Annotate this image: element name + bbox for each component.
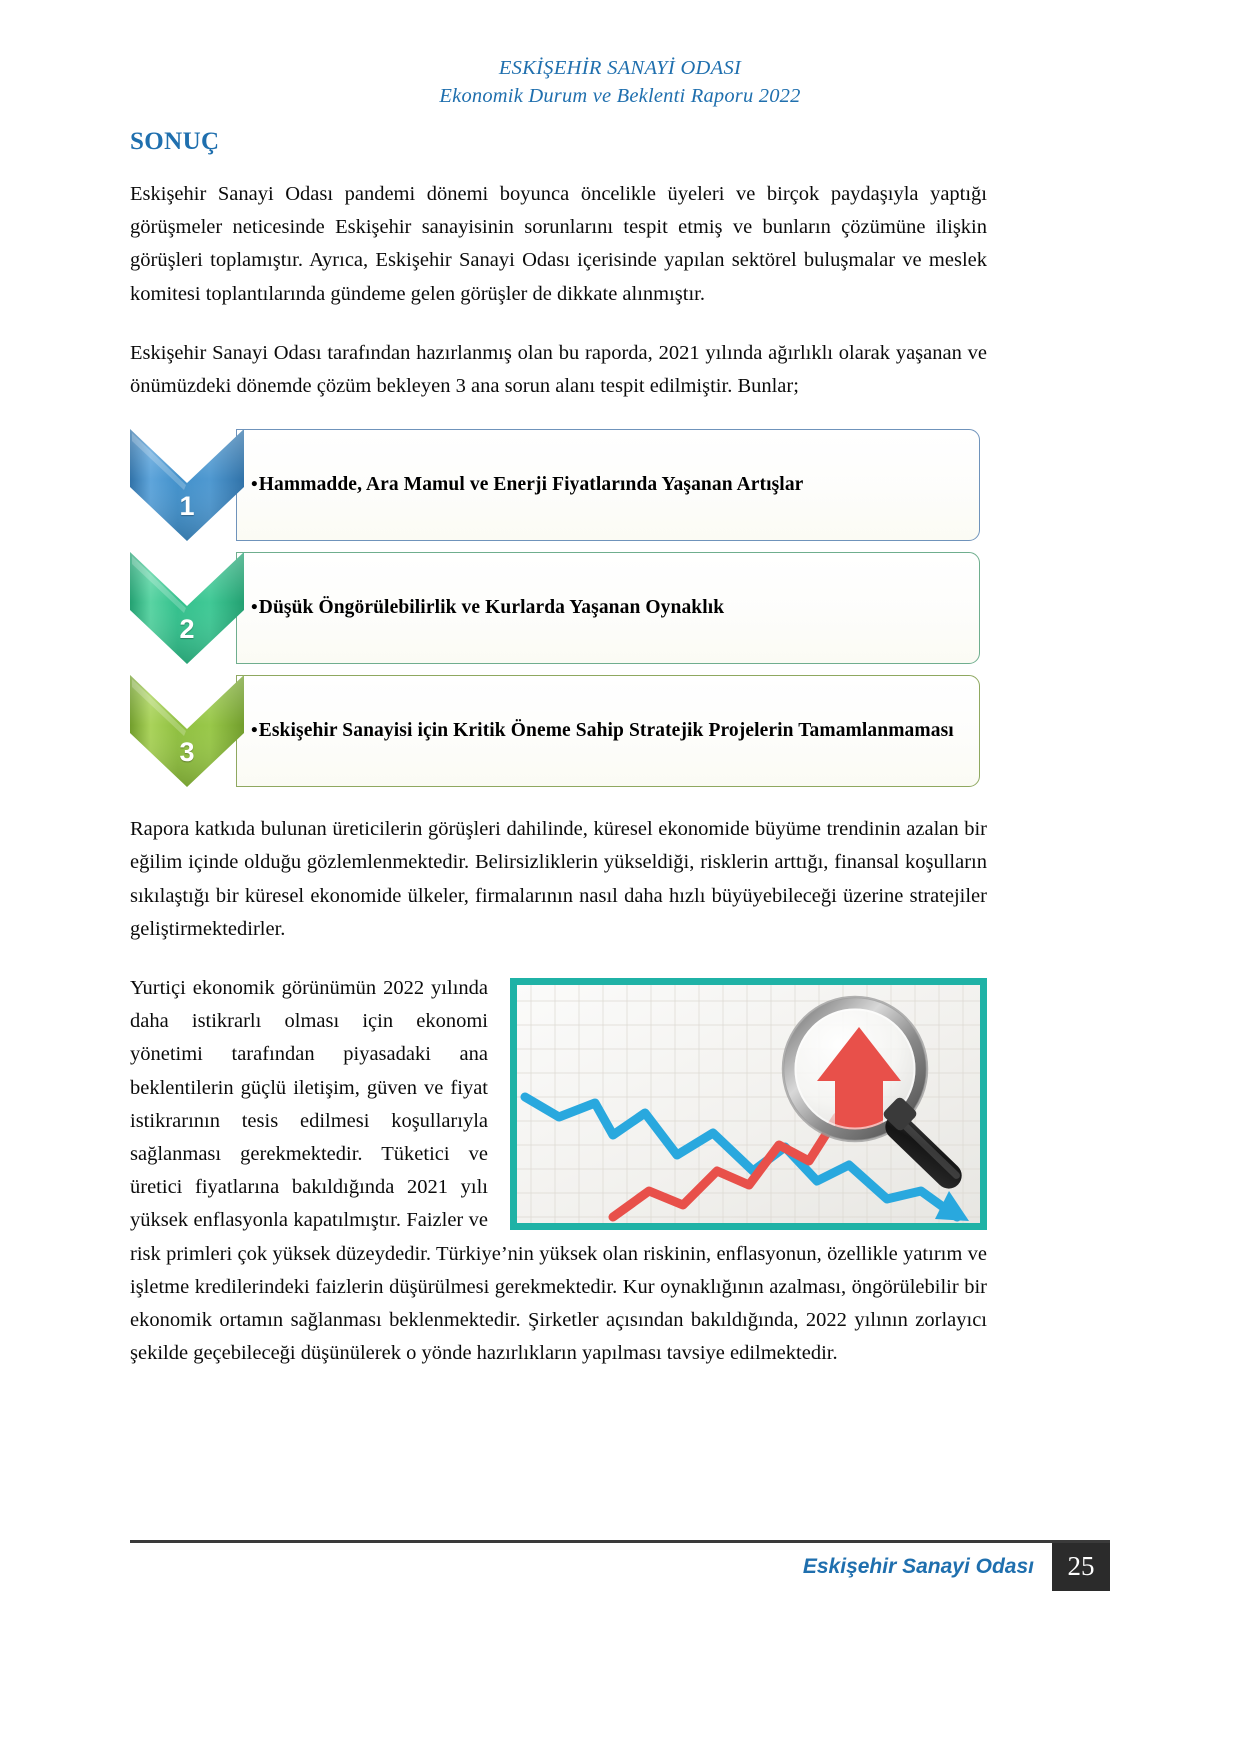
chevron-text-box-3	[236, 675, 980, 787]
page-title: SONUÇ	[130, 128, 220, 155]
header-report-title: Ekonomik Durum ve Beklenti Raporu 2022	[439, 84, 801, 107]
economy-growth-magnifier-illustration	[517, 985, 980, 1223]
page-content	[130, 128, 987, 1370]
chevron-shape-2	[130, 552, 244, 664]
paragraph-3: Rapora katkıda bulunan üreticilerin görüşleri dahilinde, küresel ekonomide büyüme trendinin azalan bir eğilim içinde olduğu gözlemlenmektedir. Belirsizliklerin yükseldiği, risklerin arttığı, finansal koşulların sıkılaştığı bir küresel ekonomide ülkeler, firmalarının nasıl daha hızlı büyüyebileceği üzerine stratejiler geliştirmektedirler.	[130, 818, 987, 940]
header-organization: ESKİŞEHİR SANAYİ ODASI	[498, 57, 742, 79]
chevron-row-1	[130, 429, 980, 541]
chevron-diagram	[130, 429, 980, 787]
footer-organization-label: Eskişehir Sanayi Odası	[802, 1554, 1034, 1578]
chevron-down-icon	[130, 675, 244, 787]
chevron-item-text-3: Eskişehir Sanayisi için Kritik Öneme Sahip Stratejik Projelerin Tamamlanmaması	[258, 720, 954, 742]
footer-content	[803, 1543, 1110, 1591]
chevron-text-box-2	[236, 552, 980, 664]
bullet-icon: •	[251, 474, 258, 496]
economy-chart-figure	[510, 978, 987, 1230]
chevron-item-text-2: Düşük Öngörülebilirlik ve Kurlarda Yaşanan Oynaklık	[258, 597, 725, 619]
bullet-icon: •	[251, 597, 258, 619]
document-footer	[130, 1540, 1110, 1604]
chevron-number-1: 1	[179, 491, 195, 522]
chevron-item-label-3	[251, 718, 954, 744]
chevron-number-2: 2	[179, 614, 195, 645]
chevron-text-box-1	[236, 429, 980, 541]
paragraph-4: Yurtiçi ekonomik görünümün 2022 yılında daha istikrarlı olması için ekonomi yönetimi tarafından piyasadaki ana beklentilerin güçlü iletişim, güven ve fiyat istikrarının tesis edilmesi koşullarıyla sağlanması gerekmektedir. Tüketici ve üretici fiyatlarına bakıldığında 2021 yılı yüksek enflasyonla kapatılmıştır. Faizler ve risk primleri çok yüksek düzeydedir. Türkiye’nin yüksek olan riskinin, enflasyonun, özellikle yatırım ve işletme kredilerindeki faizlerin düşürülmesi gerekmektedir. Kur oynaklığının azalması, öngörülebilir bir ekonomik ortamın sağlanması beklenmektedir. Şirketler açısından bakıldığında, 2022 yılının zorlayıcı şekilde geçebileceği düşünülerek o yönde hazırlıkların yapılması tavsiye edilmektedir.	[130, 977, 987, 1365]
document-header	[0, 55, 1240, 110]
chevron-item-label-2	[251, 595, 724, 621]
chevron-item-text-1: Hammadde, Ara Mamul ve Enerji Fiyatlarında Yaşanan Artışlar	[258, 474, 804, 496]
chevron-down-icon	[130, 552, 244, 664]
chevron-shape-1	[130, 429, 244, 541]
chevron-row-3	[130, 675, 980, 787]
paragraph-2: Eskişehir Sanayi Odası tarafından hazırlanmış olan bu raporda, 2021 yılında ağırlıklı olarak yaşanan ve önümüzdeki dönemde çözüm bekleyen 3 ana sorun alanı tespit edilmiştir. Bunlar;	[130, 341, 987, 398]
page-number: 25	[1052, 1543, 1110, 1591]
paragraph-1: Eskişehir Sanayi Odası pandemi dönemi boyunca öncelikle üyeleri ve birçok paydaşıyla yaptığı görüşmeler neticesinde Eskişehir sanayisinin sorunlarını tespit etmiş ve bunların çözümüne ilişkin görüşleri toplamıştır. Ayrıca, Eskişehir Sanayi Odası içerisinde yapılan sektörel buluşmalar ve meslek komitesi toplantılarında gündeme gelen görüşler de dikkate alınmıştır.	[130, 183, 987, 305]
chevron-row-2	[130, 552, 980, 664]
chevron-item-label-1	[251, 472, 803, 498]
chevron-down-icon	[130, 429, 244, 541]
bullet-icon: •	[251, 720, 258, 742]
chevron-number-3: 3	[179, 737, 195, 768]
chevron-shape-3	[130, 675, 244, 787]
